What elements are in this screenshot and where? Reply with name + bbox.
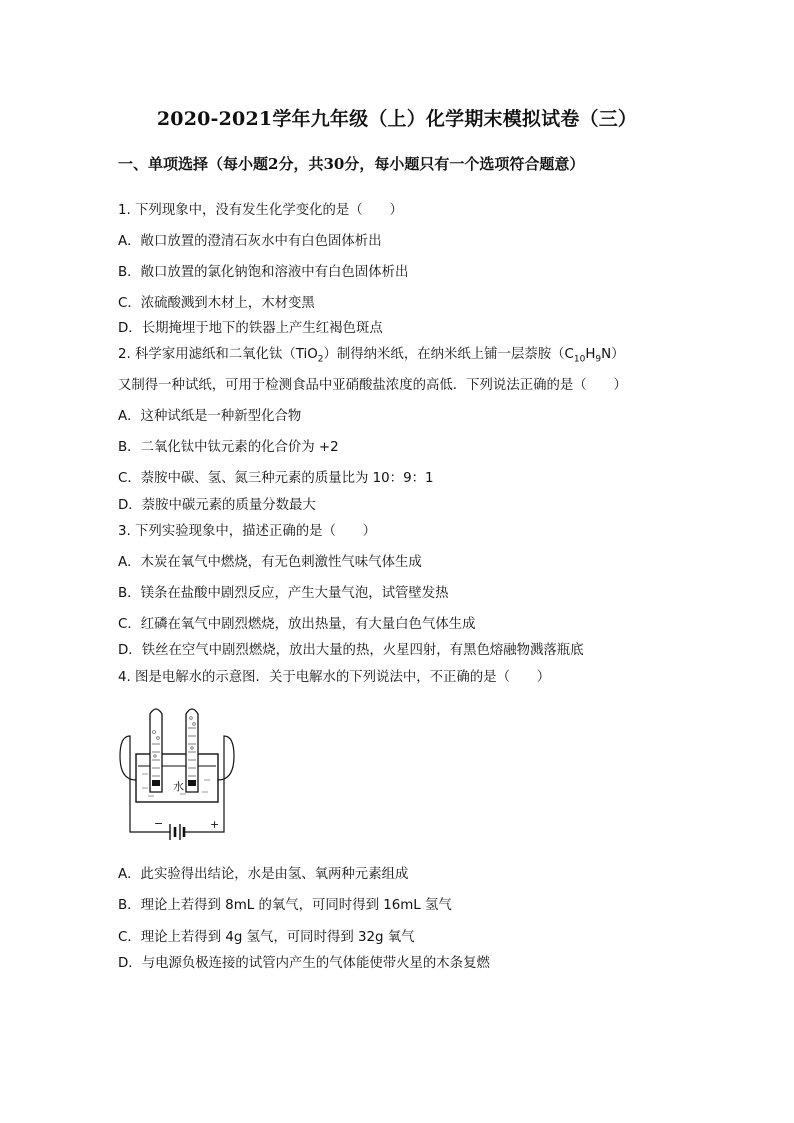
question-2-stem-part: 2. 科学家用滤纸和二氧化钛（TiO [118, 347, 318, 362]
negative-terminal-label: − [154, 817, 164, 830]
question-2-stem-part: ）制得纳米纸，在纳米纸上铺一层萘胺（C [323, 347, 574, 362]
electrolysis-diagram [118, 696, 238, 850]
question-2-stem [118, 343, 625, 365]
subscript: 9 [595, 354, 602, 365]
question-4-option-a: A．此实验得出结论，水是由氢、氧两种元素组成 [118, 867, 409, 882]
question-3-option-a: A．木炭在氧气中燃烧，有无色刺激性气味气体生成 [118, 555, 422, 570]
question-3-option-c: C．红磷在氧气中剧烈燃烧，放出热量，有大量白色气体生成 [118, 617, 476, 632]
question-2-option-b: B．二氧化钛中钛元素的化合价为 +2 [118, 440, 339, 455]
subscript: 10 [573, 354, 586, 365]
question-2-option-c: C．萘胺中碳、氢、氮三种元素的质量比为 10：9：1 [118, 471, 434, 486]
right-electrode [188, 780, 196, 786]
subscript: 2 [317, 354, 324, 365]
positive-terminal-label: + [210, 818, 220, 831]
question-3-option-d: D．铁丝在空气中剧烈燃烧，放出大量的热，火星四射，有黑色熔融物溅落瓶底 [118, 643, 584, 658]
question-1-option-a: A．敞口放置的澄清石灰水中有白色固体析出 [118, 234, 382, 249]
left-electrode [152, 780, 160, 786]
question-1-option-c: C．浓硫酸溅到木材上，木材变黑 [118, 296, 315, 311]
left-test-tube [150, 709, 162, 792]
question-1-stem: 1. 下列现象中，没有发生化学变化的是（ ） [118, 203, 403, 218]
question-3-stem: 3. 下列实验现象中，描述正确的是（ ） [118, 524, 377, 539]
question-1-option-d: D．长期掩埋于地下的铁器上产生红褐色斑点 [118, 321, 383, 336]
question-1-option-b: B．敞口放置的氯化钠饱和溶液中有白色固体析出 [118, 265, 409, 280]
question-3-option-b: B．镁条在盐酸中剧烈反应，产生大量气泡，试管壁发热 [118, 586, 449, 601]
question-4-option-d: D．与电源负极连接的试管内产生的气体能使带火星的木条复燃 [118, 956, 490, 971]
question-4-option-b: B．理论上若得到 8mL 的氧气，可同时得到 16mL 氢气 [118, 898, 452, 913]
question-2-option-a: A．这种试纸是一种新型化合物 [118, 409, 302, 424]
question-4-option-c: C．理论上若得到 4g 氢气，可同时得到 32g 氧气 [118, 930, 415, 945]
water-label: 水 [173, 780, 184, 793]
question-2-stem-part: N） [601, 347, 625, 362]
question-2-stem-line2: 又制得一种试纸，可用于检测食品中亚硝酸盐浓度的高低．下列说法正确的是（ ） [118, 378, 627, 393]
question-2-option-d: D．萘胺中碳元素的质量分数最大 [118, 498, 316, 513]
question-4-stem: 4. 图是电解水的示意图．关于电解水的下列说法中，不正确的是（ ） [118, 670, 551, 685]
page-title: 2020-2021学年九年级（上）化学期末模拟试卷（三） [156, 108, 638, 130]
question-2-stem-part: H [585, 347, 596, 362]
right-test-tube [186, 709, 198, 792]
beaker [136, 754, 218, 802]
section-heading: 一、单项选择（每小题2分，共30分，每小题只有一个选项符合题意） [118, 155, 585, 173]
